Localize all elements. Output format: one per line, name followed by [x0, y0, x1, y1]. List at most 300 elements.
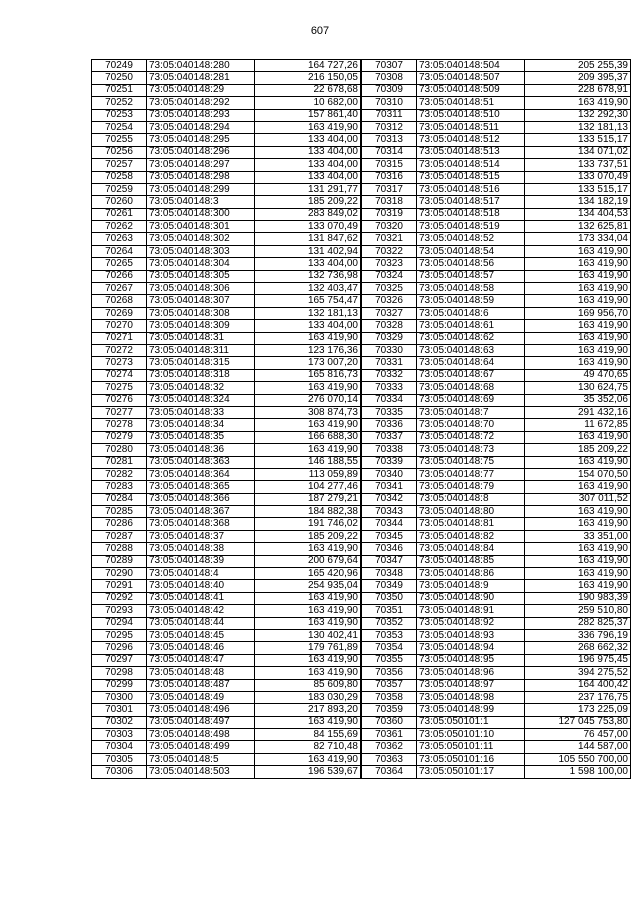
table-row	[362, 444, 631, 456]
cadastral-number-cell: 73:05:040148:497	[147, 716, 255, 728]
value-cell: 196 975,45	[525, 654, 631, 666]
cadastral-number-cell: 73:05:040148:367	[147, 506, 255, 518]
table-row	[92, 183, 361, 195]
cadastral-number-cell: 73:05:040148:35	[147, 431, 255, 443]
value-cell: 183 030,29	[255, 691, 361, 703]
row-number-cell: 70326	[362, 295, 417, 307]
cadastral-number-cell: 73:05:040148:79	[417, 481, 525, 493]
table-row	[362, 691, 631, 703]
table-row	[362, 543, 631, 555]
value-cell: 132 736,98	[255, 270, 361, 282]
row-number-cell: 70284	[92, 493, 147, 505]
value-cell: 173 225,09	[525, 704, 631, 716]
value-cell: 163 419,90	[255, 592, 361, 604]
table-row	[362, 332, 631, 344]
cadastral-number-cell: 73:05:040148:47	[147, 654, 255, 666]
value-cell: 163 419,90	[525, 283, 631, 295]
value-cell: 146 188,55	[255, 456, 361, 468]
table-row	[362, 741, 631, 753]
value-cell: 283 849,02	[255, 208, 361, 220]
table-row	[362, 72, 631, 84]
value-cell: 163 419,90	[255, 382, 361, 394]
table-row	[92, 320, 361, 332]
value-cell: 133 070,49	[255, 221, 361, 233]
cadastral-number-cell: 73:05:040148:37	[147, 530, 255, 542]
table-row	[92, 109, 361, 121]
table-row	[92, 406, 361, 418]
table-row	[92, 283, 361, 295]
cadastral-number-cell: 73:05:040148:69	[417, 394, 525, 406]
table-row	[92, 258, 361, 270]
value-cell: 132 292,30	[525, 109, 631, 121]
value-cell: 163 419,90	[525, 295, 631, 307]
row-number-cell: 70340	[362, 468, 417, 480]
cadastral-number-cell: 73:05:040148:301	[147, 221, 255, 233]
value-cell: 185 209,22	[525, 444, 631, 456]
table-row	[362, 357, 631, 369]
value-cell: 184 882,38	[255, 506, 361, 518]
cadastral-number-cell: 73:05:040148:516	[417, 183, 525, 195]
cadastral-number-cell: 73:05:040148:40	[147, 580, 255, 592]
cadastral-number-cell: 73:05:040148:99	[417, 704, 525, 716]
cadastral-number-cell: 73:05:040148:8	[417, 493, 525, 505]
cadastral-number-cell: 73:05:040148:512	[417, 134, 525, 146]
value-cell: 200 679,64	[255, 555, 361, 567]
cadastral-number-cell: 73:05:040148:64	[417, 357, 525, 369]
value-cell: 164 400,42	[525, 679, 631, 691]
cadastral-number-cell: 73:05:040148:296	[147, 146, 255, 158]
value-cell: 173 334,04	[525, 233, 631, 245]
table-row	[362, 134, 631, 146]
row-number-cell: 70314	[362, 146, 417, 158]
table-row	[92, 716, 361, 728]
table-row	[362, 518, 631, 530]
cadastral-number-cell: 73:05:040148:510	[417, 109, 525, 121]
table-row	[92, 196, 361, 208]
value-cell: 134 071,02	[525, 146, 631, 158]
cadastral-number-cell: 73:05:040148:496	[147, 704, 255, 716]
value-cell: 49 470,65	[525, 369, 631, 381]
value-cell: 185 209,22	[255, 196, 361, 208]
row-number-cell: 70363	[362, 753, 417, 765]
row-number-cell: 70357	[362, 679, 417, 691]
cadastral-number-cell: 73:05:040148:39	[147, 555, 255, 567]
table-row	[362, 419, 631, 431]
cadastral-number-cell: 73:05:040148:324	[147, 394, 255, 406]
row-number-cell: 70323	[362, 258, 417, 270]
row-number-cell: 70294	[92, 617, 147, 629]
cadastral-number-cell: 73:05:040148:29	[147, 84, 255, 96]
cadastral-number-cell: 73:05:040148:498	[147, 729, 255, 741]
row-number-cell: 70292	[92, 592, 147, 604]
value-cell: 163 419,90	[525, 97, 631, 109]
row-number-cell: 70249	[92, 60, 147, 72]
value-cell: 163 419,90	[525, 568, 631, 580]
row-number-cell: 70254	[92, 121, 147, 133]
value-cell: 11 672,85	[525, 419, 631, 431]
table-row	[362, 766, 631, 778]
cadastral-number-cell: 73:05:040148:31	[147, 332, 255, 344]
row-number-cell: 70251	[92, 84, 147, 96]
table-row	[362, 654, 631, 666]
row-number-cell: 70334	[362, 394, 417, 406]
cadastral-number-cell: 73:05:040148:9	[417, 580, 525, 592]
table-row	[362, 667, 631, 679]
row-number-cell: 70307	[362, 60, 417, 72]
cadastral-number-cell: 73:05:040148:509	[417, 84, 525, 96]
cadastral-number-cell: 73:05:040148:303	[147, 245, 255, 257]
row-number-cell: 70319	[362, 208, 417, 220]
cadastral-number-cell: 73:05:040148:85	[417, 555, 525, 567]
table-row	[92, 419, 361, 431]
cadastral-number-cell: 73:05:040148:84	[417, 543, 525, 555]
table-row	[362, 704, 631, 716]
value-cell: 154 070,50	[525, 468, 631, 480]
table-row	[362, 245, 631, 257]
table-row	[92, 221, 361, 233]
table-row	[92, 617, 361, 629]
value-cell: 163 419,90	[525, 456, 631, 468]
value-cell: 130 402,41	[255, 629, 361, 641]
value-cell: 113 059,89	[255, 468, 361, 480]
row-number-cell: 70285	[92, 506, 147, 518]
row-number-cell: 70282	[92, 468, 147, 480]
value-cell: 10 682,00	[255, 97, 361, 109]
table-row	[92, 97, 361, 109]
cadastral-number-cell: 73:05:040148:306	[147, 283, 255, 295]
cadastral-number-cell: 73:05:050101:16	[417, 753, 525, 765]
row-number-cell: 70320	[362, 221, 417, 233]
value-cell: 35 352,06	[525, 394, 631, 406]
value-cell: 217 893,20	[255, 704, 361, 716]
cadastral-number-cell: 73:05:050101:17	[417, 766, 525, 778]
value-cell: 133 404,00	[255, 146, 361, 158]
row-number-cell: 70257	[92, 159, 147, 171]
table-row	[92, 481, 361, 493]
table-row	[362, 716, 631, 728]
cadastral-number-cell: 73:05:040148:52	[417, 233, 525, 245]
table-row	[92, 146, 361, 158]
value-cell: 185 209,22	[255, 530, 361, 542]
value-cell: 133 515,17	[525, 134, 631, 146]
value-cell: 179 761,89	[255, 642, 361, 654]
value-cell: 163 419,90	[525, 245, 631, 257]
value-cell: 276 070,14	[255, 394, 361, 406]
cadastral-number-cell: 73:05:040148:513	[417, 146, 525, 158]
row-number-cell: 70275	[92, 382, 147, 394]
table-row	[92, 171, 361, 183]
row-number-cell: 70290	[92, 568, 147, 580]
row-number-cell: 70322	[362, 245, 417, 257]
cadastral-number-cell: 73:05:040148:80	[417, 506, 525, 518]
value-cell: 132 181,13	[255, 307, 361, 319]
row-number-cell: 70336	[362, 419, 417, 431]
cadastral-number-cell: 73:05:040148:95	[417, 654, 525, 666]
row-number-cell: 70333	[362, 382, 417, 394]
cadastral-number-cell: 73:05:040148:281	[147, 72, 255, 84]
row-number-cell: 70288	[92, 543, 147, 555]
value-cell: 163 419,90	[525, 332, 631, 344]
row-number-cell: 70291	[92, 580, 147, 592]
value-cell: 163 419,90	[525, 543, 631, 555]
cadastral-number-cell: 73:05:040148:73	[417, 444, 525, 456]
table-row	[92, 394, 361, 406]
cadastral-number-cell: 73:05:040148:45	[147, 629, 255, 641]
table-row	[362, 468, 631, 480]
cadastral-number-cell: 73:05:040148:315	[147, 357, 255, 369]
value-cell: 123 176,36	[255, 344, 361, 356]
value-cell: 163 419,90	[525, 320, 631, 332]
value-cell: 164 727,26	[255, 60, 361, 72]
table-row	[362, 481, 631, 493]
table-row	[362, 146, 631, 158]
table-row	[92, 493, 361, 505]
cadastral-number-cell: 73:05:040148:504	[417, 60, 525, 72]
value-cell: 163 419,90	[525, 580, 631, 592]
table-row	[92, 530, 361, 542]
value-cell: 163 419,90	[255, 121, 361, 133]
row-number-cell: 70351	[362, 605, 417, 617]
cadastral-number-cell: 73:05:040148:499	[147, 741, 255, 753]
value-cell: 133 404,00	[255, 171, 361, 183]
cadastral-number-cell: 73:05:040148:63	[417, 344, 525, 356]
value-cell: 336 796,19	[525, 629, 631, 641]
value-cell: 163 419,90	[525, 506, 631, 518]
cadastral-number-cell: 73:05:040148:7	[417, 406, 525, 418]
table-row	[362, 208, 631, 220]
cadastral-number-cell: 73:05:040148:70	[417, 419, 525, 431]
cadastral-number-cell: 73:05:040148:93	[417, 629, 525, 641]
table-row	[92, 753, 361, 765]
cadastral-number-cell: 73:05:040148:519	[417, 221, 525, 233]
row-number-cell: 70328	[362, 320, 417, 332]
cadastral-number-cell: 73:05:050101:11	[417, 741, 525, 753]
value-cell: 22 678,68	[255, 84, 361, 96]
row-number-cell: 70300	[92, 691, 147, 703]
row-number-cell: 70309	[362, 84, 417, 96]
cadastral-table-left	[91, 59, 361, 779]
table-row	[362, 580, 631, 592]
value-cell: 163 419,90	[255, 654, 361, 666]
row-number-cell: 70301	[92, 704, 147, 716]
row-number-cell: 70293	[92, 605, 147, 617]
table-row	[92, 729, 361, 741]
row-number-cell: 70303	[92, 729, 147, 741]
row-number-cell: 70354	[362, 642, 417, 654]
cadastral-number-cell: 73:05:040148:82	[417, 530, 525, 542]
table-row	[362, 283, 631, 295]
cadastral-number-cell: 73:05:040148:91	[417, 605, 525, 617]
cadastral-number-cell: 73:05:040148:59	[417, 295, 525, 307]
cadastral-number-cell: 73:05:040148:68	[417, 382, 525, 394]
cadastral-number-cell: 73:05:040148:507	[417, 72, 525, 84]
row-number-cell: 70311	[362, 109, 417, 121]
row-number-cell: 70259	[92, 183, 147, 195]
value-cell: 173 007,20	[255, 357, 361, 369]
table-row	[362, 382, 631, 394]
table-row	[362, 629, 631, 641]
row-number-cell: 70308	[362, 72, 417, 84]
row-number-cell: 70362	[362, 741, 417, 753]
row-number-cell: 70306	[92, 766, 147, 778]
table-row	[92, 121, 361, 133]
row-number-cell: 70261	[92, 208, 147, 220]
value-cell: 268 662,32	[525, 642, 631, 654]
row-number-cell: 70302	[92, 716, 147, 728]
row-number-cell: 70327	[362, 307, 417, 319]
cadastral-number-cell: 73:05:040148:300	[147, 208, 255, 220]
table-row	[362, 605, 631, 617]
cadastral-number-cell: 73:05:040148:302	[147, 233, 255, 245]
table-row	[362, 121, 631, 133]
value-cell: 133 070,49	[525, 171, 631, 183]
table-row	[92, 468, 361, 480]
table-row	[362, 642, 631, 654]
cadastral-number-cell: 73:05:040148:292	[147, 97, 255, 109]
cadastral-number-cell: 73:05:040148:67	[417, 369, 525, 381]
value-cell: 163 419,90	[525, 431, 631, 443]
value-cell: 132 625,81	[525, 221, 631, 233]
cadastral-number-cell: 73:05:040148:298	[147, 171, 255, 183]
value-cell: 163 419,90	[525, 344, 631, 356]
row-number-cell: 70287	[92, 530, 147, 542]
value-cell: 165 420,96	[255, 568, 361, 580]
cadastral-number-cell: 73:05:040148:364	[147, 468, 255, 480]
row-number-cell: 70252	[92, 97, 147, 109]
table-row	[92, 344, 361, 356]
cadastral-number-cell: 73:05:040148:304	[147, 258, 255, 270]
row-number-cell: 70258	[92, 171, 147, 183]
table-row	[362, 183, 631, 195]
table-row	[92, 667, 361, 679]
value-cell: 216 150,05	[255, 72, 361, 84]
value-cell: 163 419,90	[255, 543, 361, 555]
cadastral-number-cell: 73:05:040148:90	[417, 592, 525, 604]
row-number-cell: 70341	[362, 481, 417, 493]
row-number-cell: 70262	[92, 221, 147, 233]
row-number-cell: 70343	[362, 506, 417, 518]
row-number-cell: 70317	[362, 183, 417, 195]
cadastral-number-cell: 73:05:040148:86	[417, 568, 525, 580]
row-number-cell: 70356	[362, 667, 417, 679]
table-row	[362, 394, 631, 406]
row-number-cell: 70325	[362, 283, 417, 295]
row-number-cell: 70342	[362, 493, 417, 505]
table-row	[92, 84, 361, 96]
table-row	[92, 295, 361, 307]
value-cell: 85 609,80	[255, 679, 361, 691]
cadastral-number-cell: 73:05:040148:294	[147, 121, 255, 133]
table-row	[362, 530, 631, 542]
row-number-cell: 70278	[92, 419, 147, 431]
row-number-cell: 70264	[92, 245, 147, 257]
cadastral-number-cell: 73:05:040148:77	[417, 468, 525, 480]
table-row	[92, 431, 361, 443]
value-cell: 291 432,16	[525, 406, 631, 418]
value-cell: 131 291,77	[255, 183, 361, 195]
table-row	[92, 518, 361, 530]
row-number-cell: 70298	[92, 667, 147, 679]
table-row	[362, 320, 631, 332]
row-number-cell: 70304	[92, 741, 147, 753]
table-row	[92, 555, 361, 567]
row-number-cell: 70346	[362, 543, 417, 555]
value-cell: 104 277,46	[255, 481, 361, 493]
table-row	[92, 307, 361, 319]
cadastral-number-cell: 73:05:040148:511	[417, 121, 525, 133]
row-number-cell: 70364	[362, 766, 417, 778]
value-cell: 1 598 100,00	[525, 766, 631, 778]
row-number-cell: 70348	[362, 568, 417, 580]
table-row	[92, 245, 361, 257]
row-number-cell: 70281	[92, 456, 147, 468]
row-number-cell: 70305	[92, 753, 147, 765]
cadastral-number-cell: 73:05:040148:517	[417, 196, 525, 208]
cadastral-number-cell: 73:05:040148:54	[417, 245, 525, 257]
value-cell: 133 404,00	[255, 134, 361, 146]
value-cell: 144 587,00	[525, 741, 631, 753]
row-number-cell: 70273	[92, 357, 147, 369]
value-cell: 163 419,90	[255, 617, 361, 629]
table-row	[362, 270, 631, 282]
cadastral-number-cell: 73:05:040148:49	[147, 691, 255, 703]
value-cell: 394 275,52	[525, 667, 631, 679]
row-number-cell: 70347	[362, 555, 417, 567]
table-row	[362, 258, 631, 270]
value-cell: 163 419,90	[525, 357, 631, 369]
value-cell: 33 351,00	[525, 530, 631, 542]
table-row	[362, 729, 631, 741]
value-cell: 133 404,00	[255, 159, 361, 171]
row-number-cell: 70295	[92, 629, 147, 641]
value-cell: 187 279,21	[255, 493, 361, 505]
table-row	[362, 753, 631, 765]
table-row	[362, 159, 631, 171]
row-number-cell: 70345	[362, 530, 417, 542]
value-cell: 133 404,00	[255, 320, 361, 332]
row-number-cell: 70358	[362, 691, 417, 703]
value-cell: 163 419,90	[255, 444, 361, 456]
table-row	[92, 444, 361, 456]
row-number-cell: 70297	[92, 654, 147, 666]
row-number-cell: 70318	[362, 196, 417, 208]
row-number-cell: 70267	[92, 283, 147, 295]
row-number-cell: 70353	[362, 629, 417, 641]
row-number-cell: 70296	[92, 642, 147, 654]
row-number-cell: 70268	[92, 295, 147, 307]
row-number-cell: 70330	[362, 344, 417, 356]
page-number: 607	[310, 25, 330, 37]
row-number-cell: 70250	[92, 72, 147, 84]
cadastral-number-cell: 73:05:040148:57	[417, 270, 525, 282]
value-cell: 237 176,75	[525, 691, 631, 703]
row-number-cell: 70276	[92, 394, 147, 406]
value-cell: 163 419,90	[525, 270, 631, 282]
table-row	[92, 456, 361, 468]
table-row	[362, 97, 631, 109]
row-number-cell: 70283	[92, 481, 147, 493]
row-number-cell: 70335	[362, 406, 417, 418]
value-cell: 165 754,47	[255, 295, 361, 307]
table-row	[92, 72, 361, 84]
table-row	[92, 270, 361, 282]
row-number-cell: 70324	[362, 270, 417, 282]
row-number-cell: 70270	[92, 320, 147, 332]
value-cell: 133 737,51	[525, 159, 631, 171]
table-row	[92, 543, 361, 555]
row-number-cell: 70274	[92, 369, 147, 381]
cadastral-number-cell: 73:05:040148:72	[417, 431, 525, 443]
